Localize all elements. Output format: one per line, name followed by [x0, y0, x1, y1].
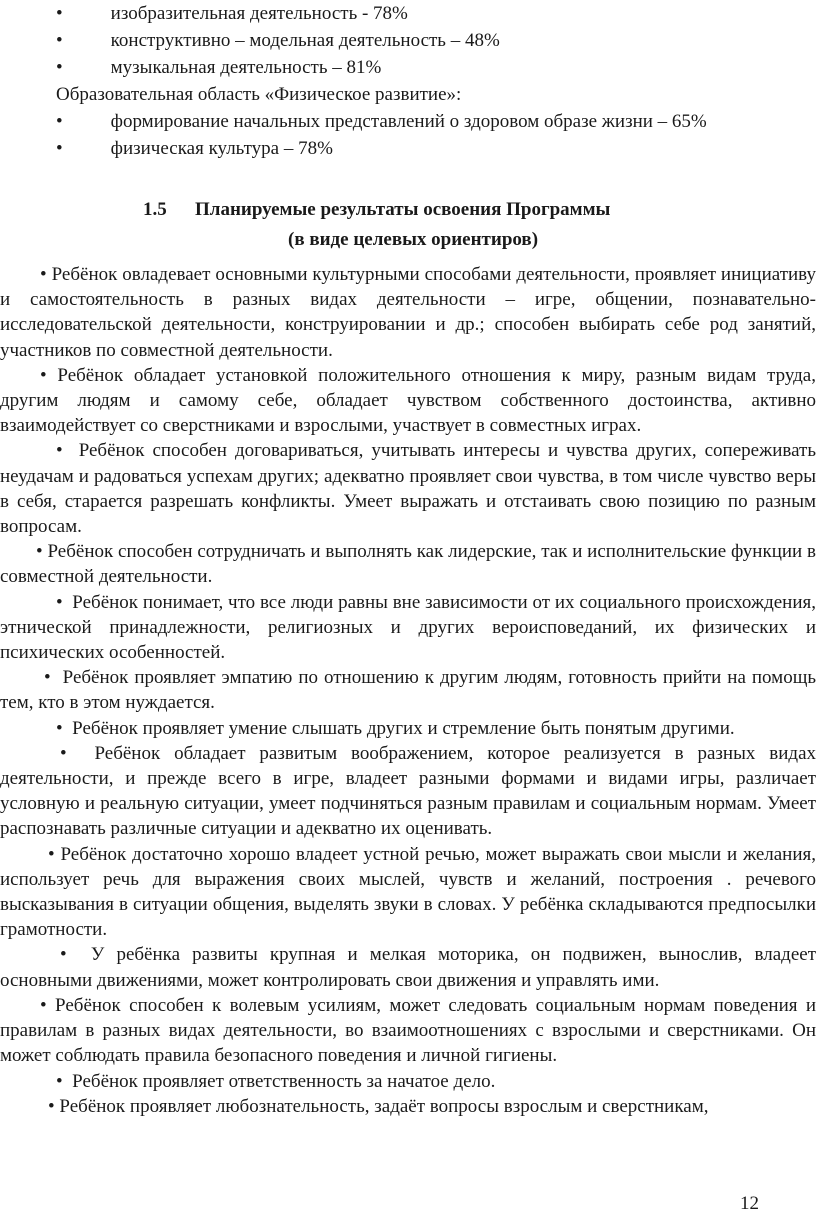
- paragraph-text: Ребёнок обладает установкой положительного отношения к миру, разным видам труда, другим людям и самому себе, обладает чувством собственного достоинства, активно взаимодействует со сверстниками и взрослыми, участвует в совместных играх.: [0, 364, 816, 437]
- bullet: •: [40, 364, 47, 386]
- bullet: •: [40, 264, 47, 285]
- list-item-text: физическая культура – 78%: [110, 138, 333, 159]
- paragraph: [0, 842, 816, 943]
- paragraph: [0, 1069, 816, 1094]
- bullet: •: [56, 30, 63, 51]
- paragraph: [0, 741, 816, 842]
- bullet: •: [56, 57, 63, 78]
- bullet: •: [60, 742, 67, 764]
- paragraph-text: Ребёнок способен к волевым усилиям, может следовать социальным нормам поведения и правилам в разных видах деятельности, во взаимоотношениях с взрослыми и сверстниками. Он может соблюдать правила безопасного поведения и личной гигиены.: [0, 994, 816, 1067]
- bullet: •: [40, 994, 47, 1016]
- list-item: [0, 27, 816, 54]
- bullet: •: [56, 591, 63, 613]
- paragraph: [0, 438, 816, 539]
- bullet: •: [48, 843, 55, 865]
- list-item: [0, 54, 816, 81]
- section-heading: [0, 195, 816, 255]
- list-item-text: конструктивно – модельная деятельность – 48%: [110, 30, 500, 51]
- bullet: •: [56, 717, 63, 739]
- paragraph-text: Ребёнок проявляет ответственность за начатое дело.: [72, 1070, 496, 1092]
- list-item: [0, 108, 816, 135]
- section-title-line: [0, 195, 816, 225]
- paragraph-text: Ребёнок способен договариваться, учитывать интересы и чувства других, сопереживать неудачам и радоваться успехам других; адекватно проявляет свои чувства, в том числе чувство веры в себя, старается разрешать конфликты. Умеет выражать и отстаивать свою позицию по разным вопросам.: [0, 440, 816, 538]
- paragraph-text: Ребёнок достаточно хорошо владеет устной речью, может выражать свои мысли и желания, использует речь для выражения своих мыслей, чувств и желаний, построения . речевого высказывания в ситуации общения, выделять звуки в словах. У ребёнка складываются предпосылки грамотности.: [0, 843, 816, 941]
- page-number: 12: [740, 1193, 759, 1214]
- section-title: Планируемые результаты освоения Программы: [195, 199, 611, 220]
- bullet: •: [56, 138, 63, 159]
- activity-percent-list: [0, 0, 816, 162]
- bullet: •: [36, 541, 43, 563]
- list-item: [0, 135, 816, 162]
- list-item-text: изобразительная деятельность - 78%: [110, 3, 408, 24]
- paragraph-text: Ребёнок проявляет любознательность, задаёт вопросы взрослым и сверстникам,: [59, 1095, 709, 1117]
- bullet: •: [56, 111, 63, 132]
- bullet: •: [56, 1070, 63, 1092]
- list-item-text: формирование начальных представлений о здоровом образе жизни – 65%: [110, 111, 707, 132]
- paragraph: [0, 942, 816, 992]
- bullet: •: [56, 3, 63, 24]
- paragraph-text: Ребёнок проявляет умение слышать других и стремление быть понятым другими.: [72, 717, 735, 739]
- educational-area-title: Образовательная область «Физическое развитие»:: [56, 84, 462, 105]
- paragraph: [0, 262, 816, 363]
- targets-paragraphs: [0, 262, 816, 1119]
- bullet: •: [44, 667, 51, 689]
- paragraph: [0, 993, 816, 1069]
- section-subtitle: (в виде целевых ориентиров): [288, 229, 539, 250]
- paragraph: [0, 539, 816, 589]
- bullet: •: [56, 440, 63, 462]
- bullet: •: [48, 1095, 55, 1117]
- list-item: [0, 0, 816, 27]
- paragraph: [0, 716, 816, 741]
- paragraph-text: У ребёнка развиты крупная и мелкая моторика, он подвижен, вынослив, владеет основными движениями, может контролировать свои движения и управлять ими.: [0, 944, 816, 991]
- paragraph: [0, 363, 816, 439]
- list-item-text: музыкальная деятельность – 81%: [110, 57, 382, 78]
- paragraph-text: Ребёнок обладает развитым воображением, которое реализуется в разных видах деятельности, и прежде всего в игре, владеет разными формами и видами игры, различает условную и реальную ситуации, умеет подчиняться разным правилам и социальным нормам. Умеет распознавать различные ситуации и адекватно их оценивать.: [0, 742, 816, 840]
- paragraph-text: Ребёнок способен сотрудничать и выполнять как лидерские, так и исполнительские функции в совместной деятельности.: [0, 541, 816, 588]
- paragraph: [0, 665, 816, 715]
- paragraph: [0, 1094, 816, 1119]
- paragraph-text: Ребёнок понимает, что все люди равны вне зависимости от их социального происхождения, этнической принадлежности, религиозных и других вероисповеданий, их физических и психических особенностей.: [0, 591, 816, 664]
- section-number: 1.5: [143, 199, 167, 220]
- paragraph: [0, 590, 816, 666]
- paragraph-text: Ребёнок овладевает основными культурными способами деятельности, проявляет инициативу и самостоятельность в разных видах деятельности – игре, общении, познавательно-исследовательской деятельности, конструировании и др.; способен выбирать себе род занятий, участников по совместной деятельности.: [0, 264, 816, 361]
- paragraph-text: Ребёнок проявляет эмпатию по отношению к другим людям, готовность прийти на помощь тем, кто в этом нуждается.: [0, 667, 816, 714]
- bullet: •: [60, 944, 67, 966]
